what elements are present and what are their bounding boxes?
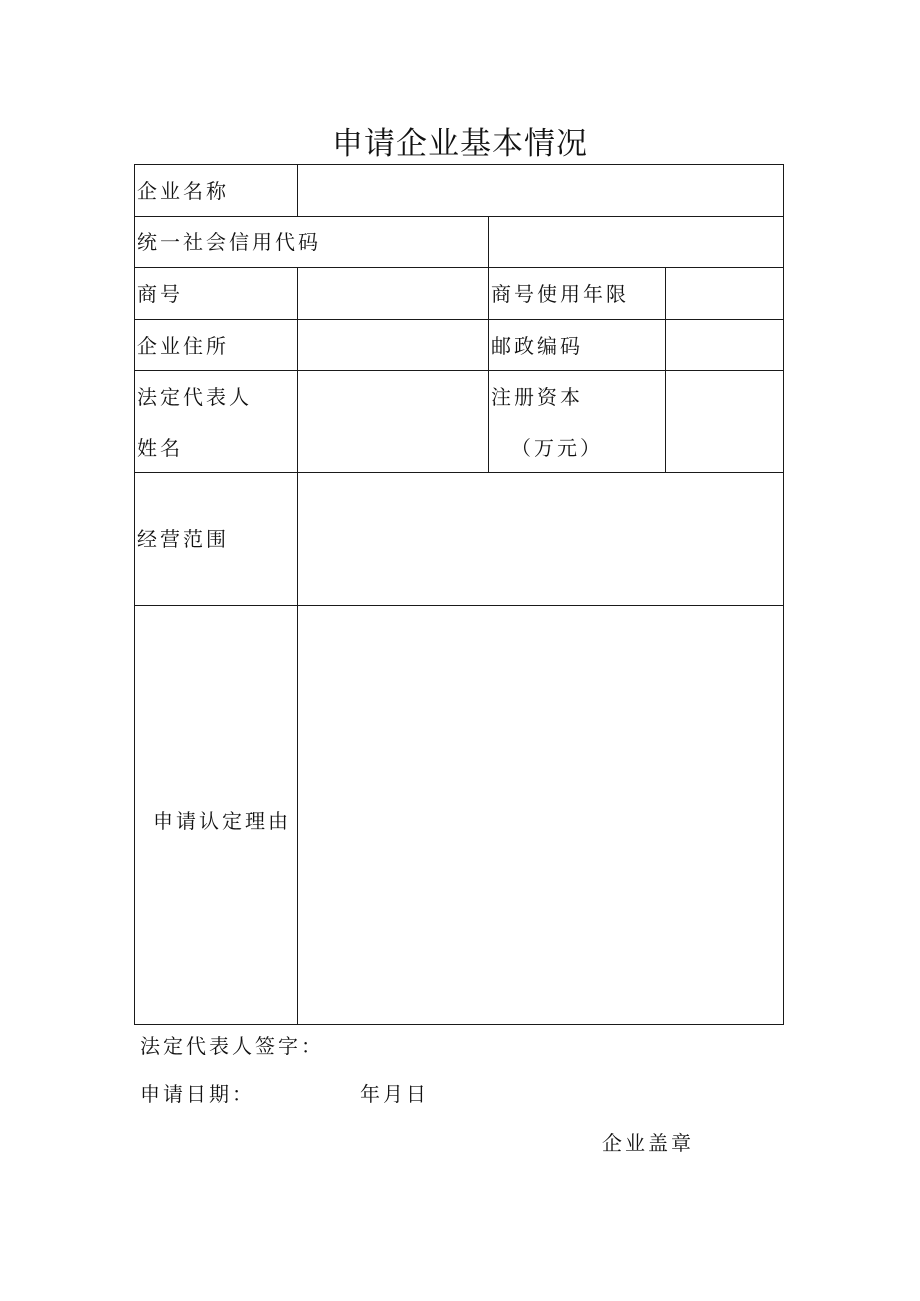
- date-units: 年月日: [360, 1082, 429, 1106]
- table-divider: [488, 267, 489, 473]
- reason-label: 申请认定理由: [153, 809, 291, 833]
- address-field[interactable]: [298, 320, 488, 370]
- company-name-label: 企业名称: [137, 179, 229, 203]
- legal-rep-field[interactable]: [298, 371, 488, 472]
- reason-field[interactable]: [298, 606, 783, 1024]
- trade-name-label: 商号: [137, 282, 183, 306]
- trade-name-years-field[interactable]: [666, 268, 783, 319]
- table-border: [134, 164, 135, 1025]
- registered-capital-field[interactable]: [666, 371, 783, 472]
- registered-capital-label-line2: （万元）: [511, 436, 603, 460]
- credit-code-field[interactable]: [489, 217, 783, 267]
- table-border: [134, 1024, 784, 1025]
- signature-label: 法定代表人签字：: [140, 1034, 324, 1058]
- page-title: 申请企业基本情况: [332, 126, 588, 162]
- date-label: 申请日期：: [140, 1082, 255, 1106]
- postal-code-field[interactable]: [666, 320, 783, 370]
- trade-name-years-label: 商号使用年限: [491, 282, 629, 306]
- address-label: 企业住所: [137, 334, 229, 358]
- business-scope-label: 经营范围: [137, 527, 229, 551]
- legal-rep-label-line2: 姓名: [137, 436, 183, 460]
- company-name-field[interactable]: [298, 165, 783, 216]
- table-border: [783, 164, 784, 1025]
- credit-code-label: 统一社会信用代码: [137, 230, 321, 254]
- postal-code-label: 邮政编码: [491, 334, 583, 358]
- legal-rep-label-line1: 法定代表人: [137, 385, 252, 409]
- seal-label: 企业盖章: [602, 1131, 694, 1155]
- trade-name-field[interactable]: [298, 268, 488, 319]
- registered-capital-label-line1: 注册资本: [491, 385, 583, 409]
- business-scope-field[interactable]: [298, 473, 783, 605]
